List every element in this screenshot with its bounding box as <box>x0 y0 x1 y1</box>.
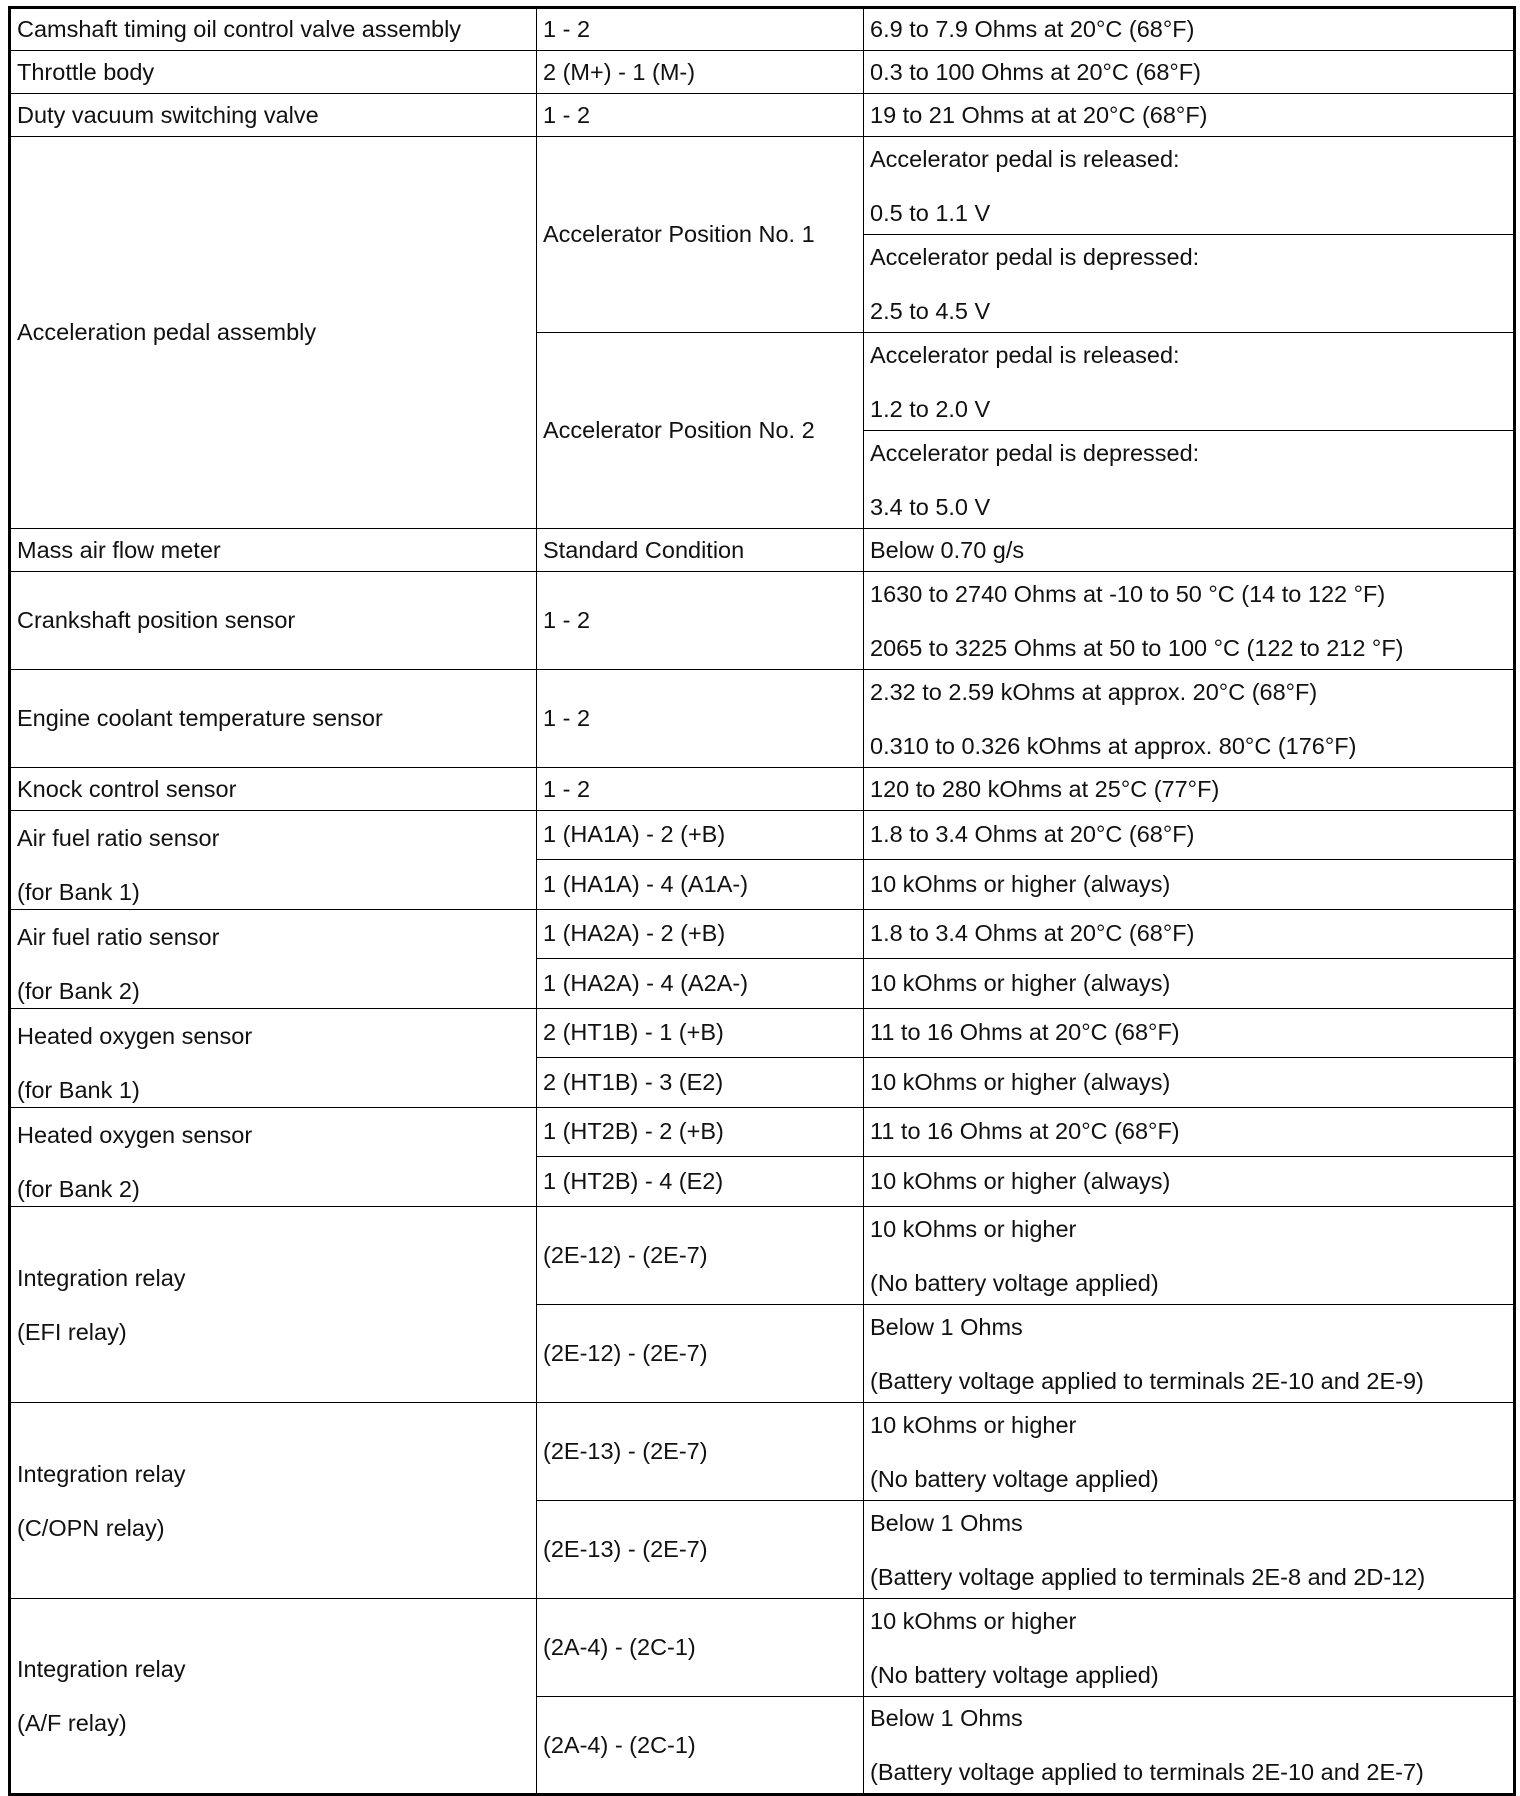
spec-cell: 120 to 280 kOhms at 25°C (77°F) <box>864 768 1515 811</box>
component-cell: Duty vacuum switching valve <box>10 94 537 137</box>
terminal-cell: (2E-12) - (2E-7) <box>537 1207 864 1305</box>
component-line: (for Bank 2) <box>17 1176 140 1202</box>
component-line: Integration relay <box>17 1656 186 1682</box>
spec-line: 0.310 to 0.326 kOhms at approx. 80°C (176°F) <box>870 732 1357 759</box>
table-row <box>10 670 1515 768</box>
table-row <box>10 1599 1515 1697</box>
spec-line: (No battery voltage applied) <box>870 1269 1159 1296</box>
terminal-cell: 2 (HT1B) - 1 (+B) <box>537 1009 864 1058</box>
component-cell <box>10 1207 537 1403</box>
table-row <box>10 137 1515 235</box>
terminal-cell: (2E-12) - (2E-7) <box>537 1305 864 1403</box>
spec-cell: 11 to 16 Ohms at 20°C (68°F) <box>864 1009 1515 1058</box>
spec-label: Accelerator pedal is released: <box>870 341 1180 368</box>
terminal-cell: 2 (HT1B) - 3 (E2) <box>537 1057 864 1107</box>
component-cell: Throttle body <box>10 51 537 94</box>
spec-label: Accelerator pedal is depressed: <box>870 243 1200 270</box>
terminal-cell: 1 (HA2A) - 2 (+B) <box>537 910 864 959</box>
spec-cell: 1.8 to 3.4 Ohms at 20°C (68°F) <box>864 910 1515 959</box>
spec-line: 2065 to 3225 Ohms at 50 to 100 °C (122 to 212 °F) <box>870 634 1404 661</box>
terminal-cell: Accelerator Position No. 1 <box>537 137 864 333</box>
spec-cell: 0.3 to 100 Ohms at 20°C (68°F) <box>864 51 1515 94</box>
terminal-cell: 1 - 2 <box>537 94 864 137</box>
spec-value: 2.5 to 4.5 V <box>870 297 991 324</box>
spec-line: (Battery voltage applied to terminals 2E-10 and 2E-9) <box>870 1367 1424 1394</box>
terminal-cell: 1 (HT2B) - 2 (+B) <box>537 1108 864 1157</box>
component-cell: Engine coolant temperature sensor <box>10 670 537 768</box>
spec-cell: 10 kOhms or higher (always) <box>864 958 1515 1008</box>
spec-line: 10 kOhms or higher <box>870 1411 1077 1438</box>
spec-value: 3.4 to 5.0 V <box>870 493 991 520</box>
spec-cell <box>864 235 1515 333</box>
terminal-cell: 1 - 2 <box>537 572 864 670</box>
spec-cell <box>864 572 1515 670</box>
spec-line: 10 kOhms or higher <box>870 1607 1077 1634</box>
spec-line: (Battery voltage applied to terminals 2E-10 and 2E-7) <box>870 1759 1424 1785</box>
component-cell: Camshaft timing oil control valve assembly <box>10 8 537 51</box>
terminal-cell: (2A-4) - (2C-1) <box>537 1599 864 1697</box>
component-line: Air fuel ratio sensor <box>17 825 220 851</box>
table-row <box>10 529 1515 572</box>
spec-cell <box>864 137 1515 235</box>
terminal-cell: 1 (HA2A) - 4 (A2A-) <box>537 958 864 1008</box>
spec-line: 10 kOhms or higher <box>870 1215 1077 1242</box>
terminal-cell: 1 - 2 <box>537 8 864 51</box>
table-row <box>10 8 1515 51</box>
component-line: (A/F relay) <box>17 1710 127 1736</box>
terminal-cell: (2A-4) - (2C-1) <box>537 1697 864 1795</box>
table-row <box>10 1207 1515 1305</box>
terminal-cell: 1 (HT2B) - 4 (E2) <box>537 1156 864 1206</box>
spec-cell <box>864 431 1515 529</box>
spec-line: Below 1 Ohms <box>870 1705 1023 1731</box>
spec-value: 1.2 to 2.0 V <box>870 395 991 422</box>
spec-cell <box>864 1599 1515 1697</box>
spec-cell <box>864 670 1515 768</box>
terminal-cell: 1 (HA1A) - 2 (+B) <box>537 811 864 860</box>
table-row <box>10 51 1515 94</box>
component-line: (for Bank 1) <box>17 1077 140 1103</box>
terminal-cell: 1 (HA1A) - 4 (A1A-) <box>537 859 864 909</box>
spec-cell <box>864 1697 1515 1795</box>
component-cell <box>10 1108 537 1207</box>
terminal-cell: (2E-13) - (2E-7) <box>537 1501 864 1599</box>
table-row <box>10 1009 1515 1058</box>
spec-cell: 10 kOhms or higher (always) <box>864 1156 1515 1206</box>
spec-cell <box>864 1207 1515 1305</box>
table-row <box>10 1403 1515 1501</box>
spec-cell: Below 0.70 g/s <box>864 529 1515 572</box>
spec-cell: 10 kOhms or higher (always) <box>864 859 1515 909</box>
table-row <box>10 811 1515 860</box>
table-row <box>10 572 1515 670</box>
component-line: Heated oxygen sensor <box>17 1023 253 1049</box>
terminal-cell: (2E-13) - (2E-7) <box>537 1403 864 1501</box>
table-row <box>10 768 1515 811</box>
spec-cell <box>864 1305 1515 1403</box>
spec-label: Accelerator pedal is depressed: <box>870 439 1200 466</box>
table-row <box>10 94 1515 137</box>
component-cell: Acceleration pedal assembly <box>10 137 537 529</box>
component-cell <box>10 811 537 910</box>
table-row <box>10 910 1515 959</box>
spec-line: 1630 to 2740 Ohms at -10 to 50 °C (14 to 122 °F) <box>870 580 1386 607</box>
spec-cell: 6.9 to 7.9 Ohms at 20°C (68°F) <box>864 8 1515 51</box>
spec-cell: 11 to 16 Ohms at 20°C (68°F) <box>864 1108 1515 1157</box>
spec-label: Accelerator pedal is released: <box>870 145 1180 172</box>
spec-line: (Battery voltage applied to terminals 2E-8 and 2D-12) <box>870 1563 1426 1590</box>
inspection-spec-table <box>8 6 1516 1796</box>
component-cell <box>10 910 537 1009</box>
component-line: (for Bank 1) <box>17 879 140 905</box>
component-line: Air fuel ratio sensor <box>17 924 220 950</box>
component-cell <box>10 1599 537 1795</box>
spec-line: (No battery voltage applied) <box>870 1661 1159 1688</box>
component-line: Integration relay <box>17 1264 186 1291</box>
spec-line: 2.32 to 2.59 kOhms at approx. 20°C (68°F) <box>870 678 1318 705</box>
spec-cell: 10 kOhms or higher (always) <box>864 1057 1515 1107</box>
component-cell: Knock control sensor <box>10 768 537 811</box>
spec-cell: 1.8 to 3.4 Ohms at 20°C (68°F) <box>864 811 1515 860</box>
table-row <box>10 1108 1515 1157</box>
spec-cell <box>864 333 1515 431</box>
component-cell <box>10 1009 537 1108</box>
spec-line: Below 1 Ohms <box>870 1313 1023 1340</box>
component-line: (for Bank 2) <box>17 978 140 1004</box>
spec-cell <box>864 1403 1515 1501</box>
spec-line: (No battery voltage applied) <box>870 1465 1159 1492</box>
component-line: Heated oxygen sensor <box>17 1122 253 1148</box>
spec-value: 0.5 to 1.1 V <box>870 199 991 226</box>
terminal-cell: Standard Condition <box>537 529 864 572</box>
spec-cell: 19 to 21 Ohms at at 20°C (68°F) <box>864 94 1515 137</box>
spec-line: Below 1 Ohms <box>870 1509 1023 1536</box>
component-cell: Crankshaft position sensor <box>10 572 537 670</box>
component-line: Integration relay <box>17 1460 186 1487</box>
terminal-cell: 2 (M+) - 1 (M-) <box>537 51 864 94</box>
terminal-cell: 1 - 2 <box>537 768 864 811</box>
terminal-cell: Accelerator Position No. 2 <box>537 333 864 529</box>
spec-cell <box>864 1501 1515 1599</box>
component-cell: Mass air flow meter <box>10 529 537 572</box>
component-cell <box>10 1403 537 1599</box>
terminal-cell: 1 - 2 <box>537 670 864 768</box>
component-line: (C/OPN relay) <box>17 1514 165 1541</box>
component-line: (EFI relay) <box>17 1318 127 1345</box>
